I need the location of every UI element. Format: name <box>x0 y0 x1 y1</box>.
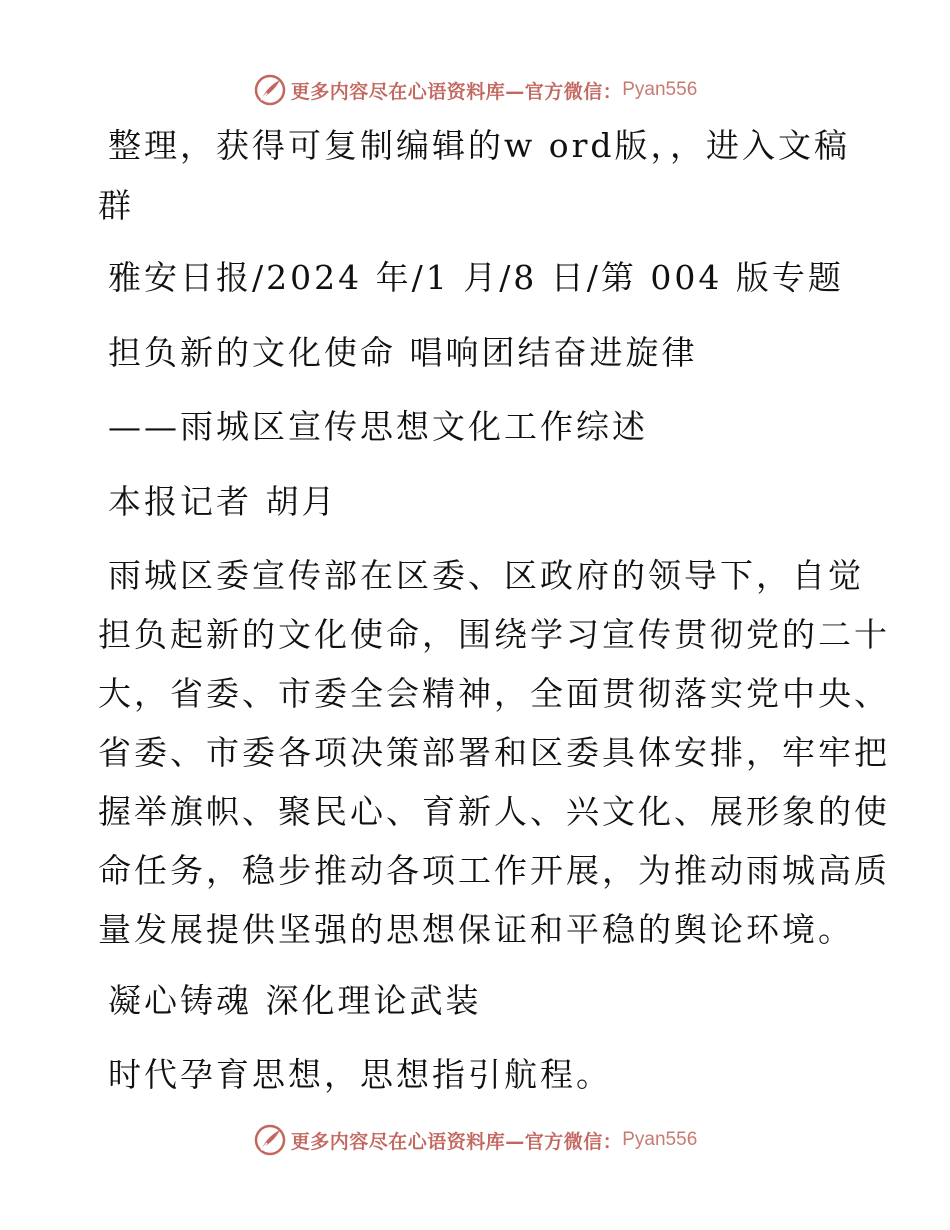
paragraph-line: 省委、市委各项决策部署和区委具体安排，牢牢把 <box>98 733 890 772</box>
section-heading: 凝心铸魂 深化理论武装 <box>108 981 482 1020</box>
paragraph-line: 大，省委、市委全会精神，全面贯彻落实党中央、 <box>98 674 890 713</box>
paragraph-line: 量发展提供坚强的思想保证和平稳的舆论环境。 <box>98 910 854 949</box>
feather-quill-logo-icon <box>253 73 287 107</box>
source-line: 雅安日报/2024 年/1 月/8 日/第 004 版专题 <box>108 258 844 297</box>
watermark-wechat-id: Pyan556 <box>622 79 698 100</box>
watermark-text: 更多内容尽在心语资料库—官方微信： <box>290 1130 623 1153</box>
article-title: 担负新的文化使命 唱响团结奋进旋律 <box>108 333 698 372</box>
paragraph-line: 时代孕育思想，思想指引航程。 <box>108 1055 612 1094</box>
footer-watermark <box>0 1120 950 1160</box>
watermark-text: 更多内容尽在心语资料库—官方微信： <box>290 80 623 103</box>
intro-line: 整理，获得可复制编辑的w ord版，，进入文稿 <box>108 126 851 165</box>
paragraph-line: 雨城区委宣传部在区委、区政府的领导下，自觉 <box>108 556 864 595</box>
paragraph-line: 担负起新的文化使命，围绕学习宣传贯彻党的二十 <box>98 615 890 654</box>
byline: 本报记者 胡月 <box>108 482 338 521</box>
paragraph-line: 握举旗帜、聚民心、育新人、兴文化、展形象的使 <box>98 792 890 831</box>
intro-line-continued: 群 <box>98 186 134 225</box>
article-subtitle: ——雨城区宣传思想文化工作综述 <box>108 407 648 446</box>
watermark-wechat-id: Pyan556 <box>622 1129 698 1150</box>
paragraph-line: 命任务，稳步推动各项工作开展，为推动雨城高质 <box>98 851 890 890</box>
header-watermark <box>0 70 950 110</box>
feather-quill-logo-icon <box>253 1123 287 1157</box>
